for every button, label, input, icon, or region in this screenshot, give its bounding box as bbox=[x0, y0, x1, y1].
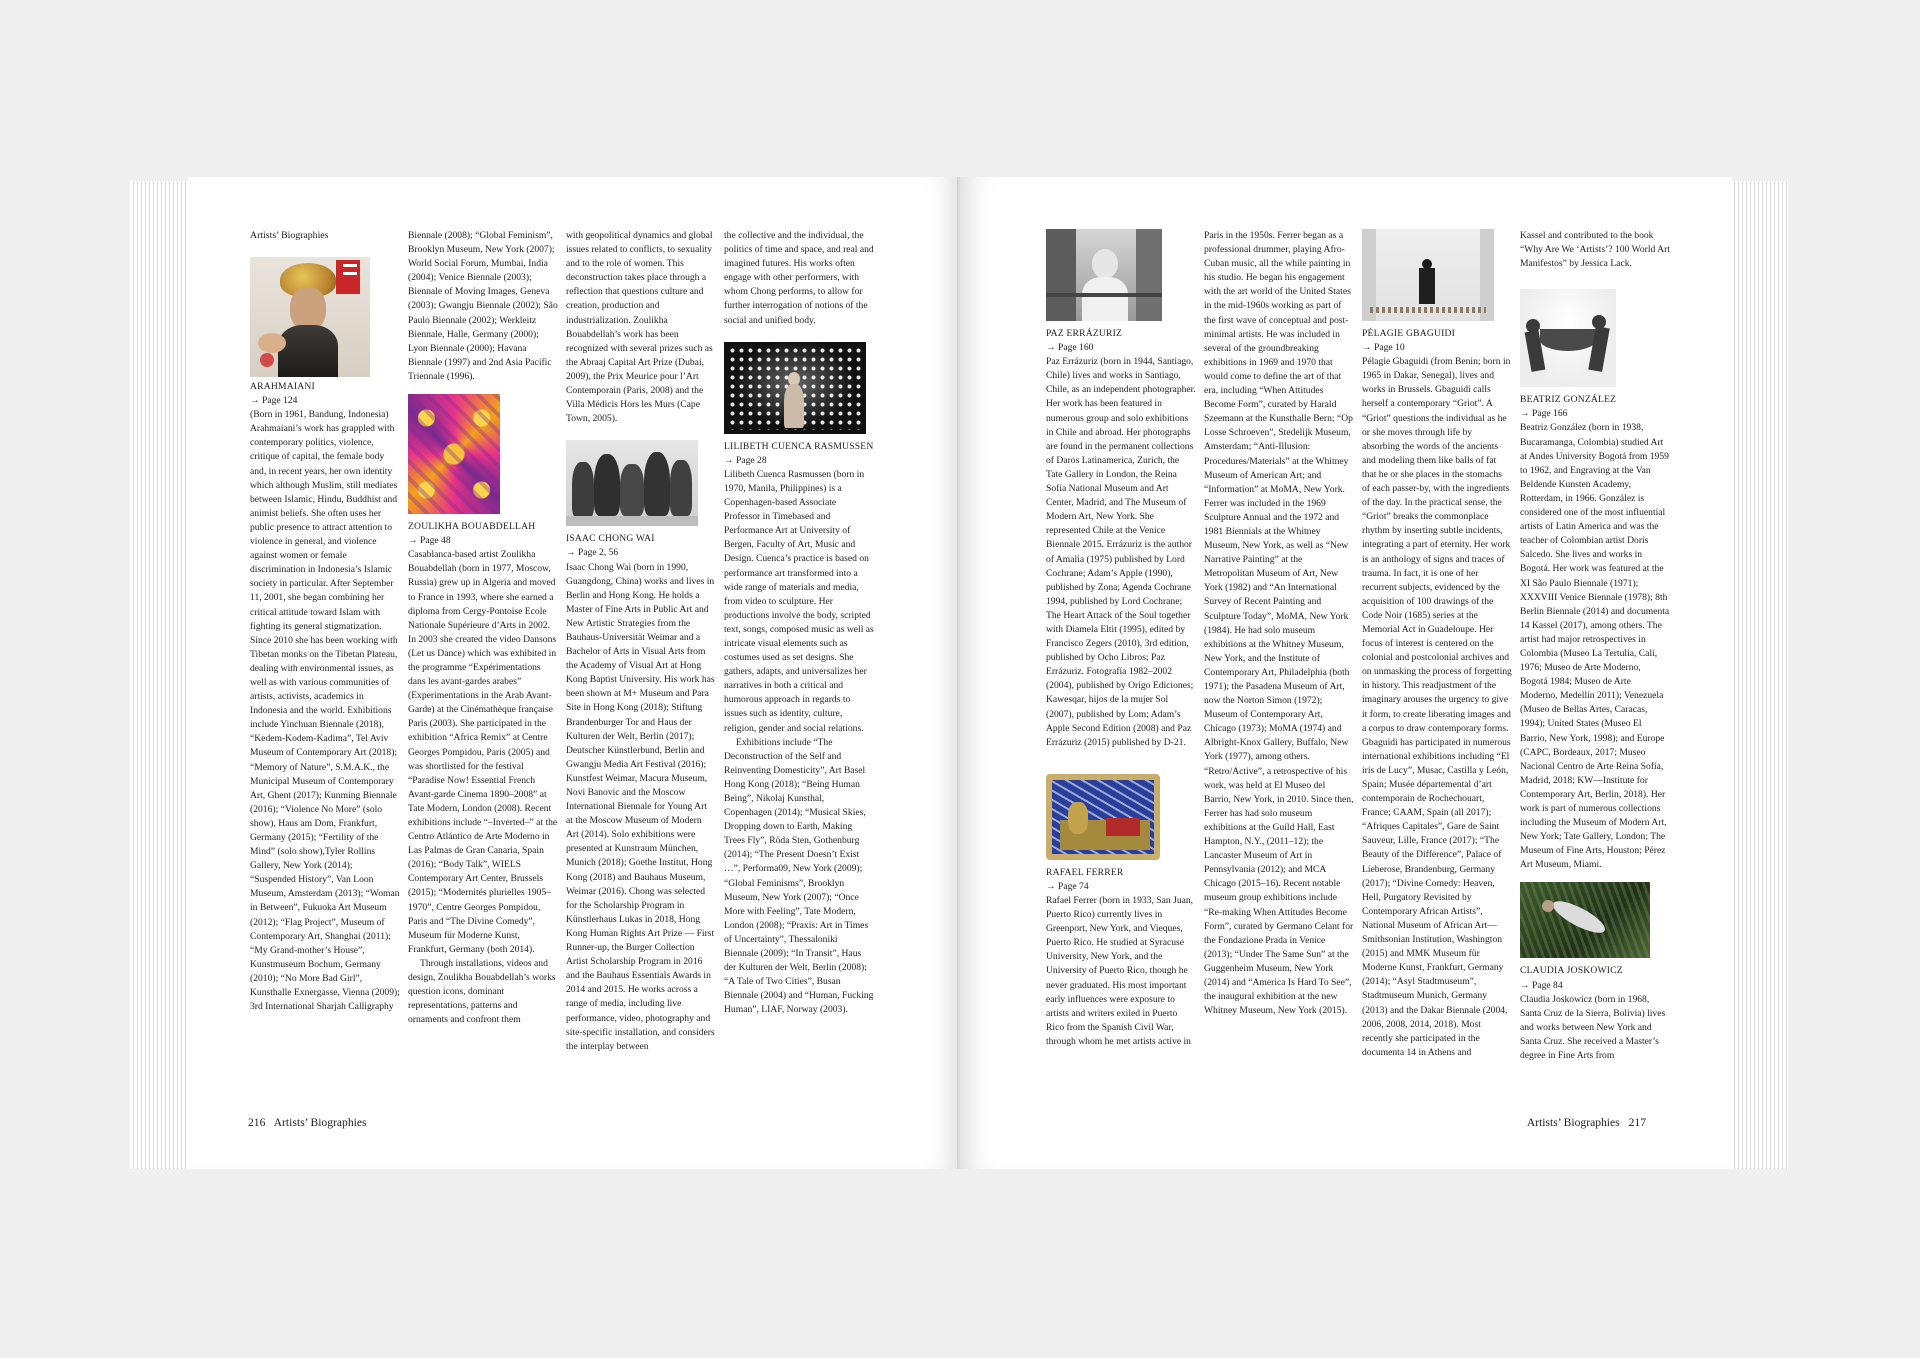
lilibeth-cuenca-rasmussen-photo bbox=[724, 342, 866, 434]
artist-name: PAZ ERRÁZURIZ bbox=[1046, 328, 1123, 339]
left-column-4 bbox=[724, 229, 874, 1089]
biography-text: Biennale (2008); “Global Feminism”, Brooklyn Museum, New York (2007); World Social Forum, Mumbai, India (2004); Venice Biennale (2003); Biennale of Moving Images, Geneva (2003); Gwangju Biennale (2002); São Paulo Biennale (2002); Werkleitz Biennale, Halle, Germany (2000); Lyon Biennale (2000); Havana Biennale (1997) and 2nd Asia Pacific Triennale (1996). bbox=[408, 230, 558, 382]
folio-title: Artists’ Biographies bbox=[273, 1116, 367, 1129]
page-reference-link[interactable]: → Page 48 bbox=[408, 535, 451, 547]
artist-name: BEATRIZ GONZÁLEZ bbox=[1520, 394, 1617, 406]
page-reference-link[interactable]: → Page 124 bbox=[250, 395, 298, 407]
right-column-2 bbox=[1204, 229, 1354, 1089]
right-column-4 bbox=[1520, 229, 1670, 1089]
biography-text: Lilibeth Cuenca Rasmussen (born in 1970, Manila, Philippines) is a Copenhagen-based Associate Professor in Timebased and Performance Art at University of Bergen, Faculty of Art, Music and Design. Cuenca’s practice is based on performance art transformed into a wide range of materials and media, from video to sculpture. Her productions involve the body, scripted text, songs, composed music as well as intricate visual elements such as costumes used as set designs. She gathers, adapts, and universalizes her narratives in both a critical and humorous approach in regards to issues such as identity, culture, religion, gender and social relations. bbox=[724, 468, 874, 734]
biography-text: Exhibitions include “The Deconstruction of the Self and Reinventing Domesticity”, Art Basel Hong Kong (2018); “Being Human Being”, Nikolaj Kunsthal, Copenhagen (2014); “Musical Skies, Dropping down to Earth, Making Trees Fly”, Röda Sten, Gothenburg (2014); “The Present Doesn’t Exist …”, Performa09, New York (2009); “Global Feminisms”, Brooklyn Museum, New York (2007); “Once More with Feeling”, Tate Modern, London (2008); “Praxis: Art in Times of Uncertainty”, Thessaloniki Biennale (2009); “In Transit”, Haus der Kulturen der Welt, Berlin (2008); “A Tale of Two Cities”, Busan Biennale (2004) and “Human, Fucking Human”, LIAF, Norway (2003). bbox=[724, 736, 874, 1016]
page-reference-link[interactable]: → Page 10 bbox=[1362, 342, 1405, 354]
page-folio bbox=[1527, 1116, 1646, 1129]
paz-errazuriz-photo bbox=[1046, 229, 1162, 321]
right-page-edges bbox=[1730, 181, 1788, 1169]
artist-name: RAFAEL FERRER bbox=[1046, 866, 1124, 878]
page-reference-link[interactable]: → Page 2, 56 bbox=[566, 547, 619, 559]
biography-text: Rafael Ferrer (born in 1933, San Juan, Puerto Rico) currently lives in Greenport, New York, and Vieques, Puerto Rico. He studied at Syracuse University, New York, and the University of Puerto Rico, though he never graduated. His most important early influences were exposure to artists and writers exiled in Puerto Rico from the Spanish Civil War, through whom he met artists active in bbox=[1046, 895, 1194, 1047]
biography-text: Casablanca-based artist Zoulikha Bouabdellah (born in 1977, Moscow, Russia) grew up in Algeria and moved to France in 1993, where she earned a diploma from Cergy-Pontoise Ecole Nationale Supérieure d’Arts in 2002. In 2003 she created the video Dansons (Let us Dance) which was exhibited in the programme “Expérimentations dans les avant-gardes arabes” (Experimentations in the Arab Avant-Garde) at the Cinémathèque française Paris (2003). She participated in the exhibition “Africa Remix” at Centre Georges Pompidou, Paris (2005) and was shortlisted for the festival “Paradise Now! Essential French Avant-garde Cinema 1890–2008” at Tate Modern, London (2008). Recent exhibitions include “–Inverted–” at the Centro Atlántico de Arte Moderno in Las Palmas de Gran Canaria, Spain (2016); “Body Talk”, WIELS Contemporary Art Center, Brussels (2015); “Modernités plurielles 1905–1970”, Centre Georges Pompidou, Paris and “The Divine Comedy”, Museum für Moderne Kunst, Frankfurt, Germany (both 2014). bbox=[408, 549, 558, 955]
rafael-ferrer-artwork bbox=[1046, 774, 1160, 860]
left-column-3 bbox=[566, 229, 716, 1089]
claudia-joskowicz-photo bbox=[1520, 882, 1650, 958]
page-folio bbox=[248, 1116, 367, 1129]
right-column-3 bbox=[1362, 229, 1512, 1089]
biography-text: Isaac Chong Wai (born in 1990, Guangdong, China) works and lives in Berlin and Hong Kong. He holds a Master of Fine Arts in Public Art and New Artistic Strategies from the Bauhaus-Universität Weimar and a Bachelor of Arts in Visual Arts from the Academy of Visual Art at Hong Kong Baptist University. His work has been shown at M+ Museum and Para Site in Hong Kong (2018); Stiftung Brandenburger Tor and Haus der Kulturen der Welt, Berlin (2017); Deutscher Künstlerbund, Berlin and Gwangju Media Art Festival (2016); Kunstfest Weimar, Macura Museum, Novi Banovic and the Moscow International Biennale for Young Art at the Moscow Museum of Modern Art (2014). Solo exhibitions were presented at Kunstraum München, Munich (2018); Goethe Institut, Hong Kong (2018) and Bauhaus Museum, Weimar (2016). Chong was selected for the Scholarship Program in Künstlerhaus Lukas in 2018, Hong Kong Human Rights Art Prize — First Runner-up, the Burger Collection Artist Scholarship Program in 2016 and the Bauhaus Essentials Awards in 2014 and 2015. He works across a range of media, including live performance, video, photography and site-specific installation, and considers the interplay between bbox=[566, 561, 715, 1052]
page-reference-link[interactable]: → Page 84 bbox=[1520, 979, 1563, 991]
biography-text: the collective and the individual, the politics of time and space, and real and imagined futures. His works often engage with other performers, with whom Chong performs, to allow for further interrogation of notions of the social and unified body. bbox=[724, 230, 874, 326]
left-page bbox=[188, 177, 960, 1169]
beatriz-gonzalez-artwork bbox=[1520, 289, 1616, 387]
biography-text: Beatriz González (born in 1938, Bucaramanga, Colombia) studied Art at Andes University Bogotá from 1959 to 1962, and Engraving at the Van Beldende Kunsten Academy, Rotterdam, in 1966. González is considered one of the most influential artists of Latin America and was the teacher of Colombian artist Doris Salcedo. She lives and works in Bogotá. Her work was featured at the XI São Paulo Biennale (1971); XXXVIII Venice Biennale (1978); 8th Berlin Biennale (2014) and documenta 14 Kassel (2017), among others. The artist had major retrospectives in Colombia (Museo La Tertulia, Cali, 1976; Museo de Arte Moderno, Bogotá 1984; Museo de Arte Moderno, Medellín 2011); Venezuela (Museo de Bellas Artes, Caracas, 1994); United States (Museo El Barrio, New York, 1998); and Europe (CAPC, Bordeaux, 2017; Museo Nacional Centro de Arte Reina Sofía, Madrid, 2018; KW—Institute for Contemporary Art, Berlin, 2018). Her work is part of numerous collections including the Museum of Modern Art, New York; Tate Gallery, London; The Museum of Fine Arts, Houston; Pérez Art Museum, Miami. bbox=[1520, 422, 1670, 871]
page-number: 216 bbox=[248, 1116, 266, 1129]
artist-name: LILIBETH CUENCA RASMUSSEN bbox=[724, 440, 874, 452]
page-reference-link[interactable]: → Page 74 bbox=[1046, 880, 1089, 892]
left-column-2 bbox=[408, 229, 558, 1089]
biography-text: Claudia Joskowicz (born in 1968, Santa Cruz de la Sierra, Bolivia) lives and works between New York and Santa Cruz. She received a Master’s degree in Fine Arts from bbox=[1520, 993, 1666, 1062]
arahmaiani-photo bbox=[250, 257, 370, 377]
biography-text: with geopolitical dynamics and global issues related to conflicts, to sexuality and to the role of women. This deconstruction takes place through a reflection that questions culture and creation, production and industrialization. Zoulikha Bouabdellah’s work has been recognized with several prizes such as the Abraaj Capital Art Prize (Dubai, 2009), the Prix Meurice pour l’Art Contemporain (Paris, 2008) and the Villa Médicis Hors les Murs (Cape Town, 2005). bbox=[566, 230, 713, 425]
biography-text: Through installations, videos and design, Zoulikha Bouabdellah’s works question icons, dominant representations, patterns and ornaments and confront them bbox=[408, 957, 556, 1026]
running-header: Artists’ Biographies bbox=[250, 230, 329, 241]
right-column-1 bbox=[1046, 229, 1196, 1089]
biography-text: Pélagie Gbaguidi (from Benin; born in 1965 in Dakar, Senegal), lives and works in Brussels. Gbaguidi calls herself a contemporary “Griot”. A “Griot” questions the individual as he or she moves through life by absorbing the words of the ancients and modeling them like balls of fat that he or she places in the stomachs of each passer-by, with the ingredients of the day. In the practical sense, the “Griot” breaks the commonplace rhythm by inserting subtle incidents, integrating a part of eternity. Her work is an anthology of signs and traces of trauma. In fact, it is one of her recurrent subjects, evidenced by the acquisition of 100 drawings of the Code Noir (1685) series at the Memorial Act in Guadeloupe. Her focus of interest is centered on the colonial and postcolonial archives and on unmasking the process of forgetting in history. This readjustment of the imaginary arouses the urgency to give it form, to create liberating images and a corpus to draw contemporary forms. Gbaguidi has participated in numerous international exhibitions including “El iris de Lucy”, Musac, Castilla y León, Spain; Musée départemental d’art contemporain de Rochechouart, France; CAAM, Spain (all 2017); “Afriques Capitales”, Gare de Saint Sauveur, Lille, France (2017); “The Beauty of the Difference”, Palace of Lieberose, Brandenburg, Germany (2017); “Divine Comedy: Heaven, Hell, Purgatory Revisited by Contemporary African Artists”, National Museum of African Art—Smithsonian Institution, Washington (2015) and MMK Museum für Moderne Kunst, Frankfurt, Germany (2014); “Asyl Stadtmuseum”, Stadtmuseum Munich, Germany (2013) and the Dakar Biennale (2004, 2006, 2008, 2014, 2018). Most recently she participated in the documenta 14 in Athens and bbox=[1362, 356, 1512, 1058]
biography-text: Paz Errázuriz (born in 1944, Santiago, Chile) lives and works in Santiago, Chile, as an independent photographer. Her work has been featured in numerous group and solo exhibitions in Chile and abroad. Her photographs are found in the permanent collections of Daros Latinamerica, Zurich, the Tate Gallery in London, the Reina Sofía National Museum and Art Center, Madrid, and The Museum of Modern Art, New York. She represented Chile at the Venice Biennale 2015. Errázuriz is the author of Amalia (1975) published by Lord Cochrane; Adam’s Apple (1990), published by Zona; Agenda Cochrane 1994, published by Lord Cochrane; The Heart Attack of the Soul together with Diamela Eltit (1995), edited by Francisco Zegers (2010), 3rd edition, published by Ocho Libros; Paz Errázuriz. Fotografía 1982–2002 (2004), published by Origo Ediciones; Kawesqar, hijos de la mujer Sol (2007), published by Lom; Adam’s Apple Second Edition (2008) and Paz Errázuriz (2015) published by D-21. bbox=[1046, 356, 1196, 748]
folio-title: Artists’ Biographies bbox=[1526, 1116, 1620, 1129]
artist-name: ARAHMAIANI bbox=[250, 381, 315, 392]
page-reference-link[interactable]: → Page 166 bbox=[1520, 408, 1568, 420]
pelagie-gbaguidi-photo bbox=[1362, 229, 1494, 321]
artist-name: PÉLAGIE GBAGUIDI bbox=[1362, 328, 1455, 339]
artist-name: CLAUDIA JOSKOWICZ bbox=[1520, 965, 1623, 977]
page-reference-link[interactable]: → Page 160 bbox=[1046, 342, 1094, 354]
zoulikha-bouabdellah-artwork bbox=[408, 394, 500, 514]
left-page-edges bbox=[130, 181, 190, 1169]
right-page bbox=[960, 177, 1732, 1169]
page-number: 217 bbox=[1628, 1116, 1646, 1129]
biography-text: Paris in the 1950s. Ferrer began as a professional drummer, playing Afro-Cuban music, all the while painting in his studio. He began his engagement with the art world of the United States in the mid-1960s working as part of the first wave of conceptual and post-minimal artists. He was included in several of the groundbreaking exhibitions in 1969 and 1970 that would come to define the art of that era, including “When Attitudes Become Form”, curated by Harald Szeemann at the Kunsthalle Bern; “Op Losse Schroeven”, Stedelijk Museum, Amsterdam; “Anti-Illusion: Procedures/Materials” at the Whitney Museum of American Art; and “Information” at MoMA, New York. Ferrer was included in the 1969 Sculpture Annual and the 1972 and 1981 Biennials at the Whitney Museum, New York, as well as “New Narrative Painting” at the Metropolitan Museum of Art, New York (1982) and “An International Survey of Recent Painting and Sculpture Today”, MoMA, New York (1984). He had solo museum exhibitions at the Whitney Museum, New York, and the Institute of Contemporary Art, Philadelphia (both 1971); the Pasadena Museum of Art, now the Norton Simon (1972); Museum of Contemporary Art, Chicago (1973); MoMA (1974) and Albright-Knox Gallery, Buffalo, New York (1977), among others. “Retro/Active”, a retrospective of his work, was held at El Museo del Barrio, New York, in 2010. Since then, Ferrer has had solo museum exhibitions at the Guild Hall, East Hampton, N.Y., (2011–12); the Lancaster Museum of Art in Pennsylvania (2012); and MCA Chicago (2015–16). Recent notable museum group exhibitions include “Re-making When Attitudes Become Form”, curated by Germano Celant for the Fondazione Prada in Venice (2013); “Under The Same Sun” at the Guggenheim Museum, New York (2014) and “America Is Hard To See”, the inaugural exhibition at the new Whitney Museum, New York (2015). bbox=[1204, 230, 1354, 1017]
page-reference-link[interactable]: → Page 28 bbox=[724, 454, 767, 466]
left-column-1 bbox=[250, 229, 400, 1089]
artist-name: ISAAC CHONG WAI bbox=[566, 533, 655, 545]
artist-name: ZOULIKHA BOUABDELLAH bbox=[408, 521, 536, 533]
biography-text: (Born in 1961, Bandung, Indonesia) Arahmaiani’s work has grappled with contemporary politics, violence, critique of capital, the female body and, in recent years, her own identity which although Muslim, still mediates between Islamic, Hindu, Buddhist and animist beliefs. She often uses her public presence to attract attention to violence in general, and violence against women or female discrimination in Indonesia’s Islamic society in particular. After September 11, 2001, she began combining her critical attitude toward Islam with fighting its general stigmatization. Since 2010 she has been working with Tibetan monks on the Tibetan Plateau, dealing with environmental issues, as well as with various communities of artists, activists, academics in Indonesia and the world. Exhibitions include Yinchuan Biennale (2018), “Kedem-Kodem-Kadima”, Tel Aviv Museum of Contemporary Art (2018); “Memory of Nature”, S.M.A.K., the Municipal Museum of Contemporary Art, Ghent (2017); Kunming Biennale (2016); “Violence No More” (solo show), Haus am Dom, Frankfurt, Germany (2015); “Fertility of the Mind” (solo show),Tyler Rollins Gallery, New York (2014); “Suspended History”, Van Loon Museum, Amsterdam (2013); “Woman in Between”, Fukuoka Art Museum (2012); “Flag Project”, Museum of Contemporary Art, Shanghai (2011); “My Grand-mother’s House”, Kunstmuseum Bochum, Germany (2010); “No More Bad Girl”, Kunsthalle Exnergasse, Vienna (2009); 3rd International Sharjah Calligraphy bbox=[250, 409, 400, 1013]
isaac-chong-wai-photo bbox=[566, 440, 698, 526]
biography-text: Kassel and contributed to the book “Why Are We ‘Artists’? 100 World Art Manifestos” by Jessica Lack. bbox=[1520, 230, 1670, 270]
